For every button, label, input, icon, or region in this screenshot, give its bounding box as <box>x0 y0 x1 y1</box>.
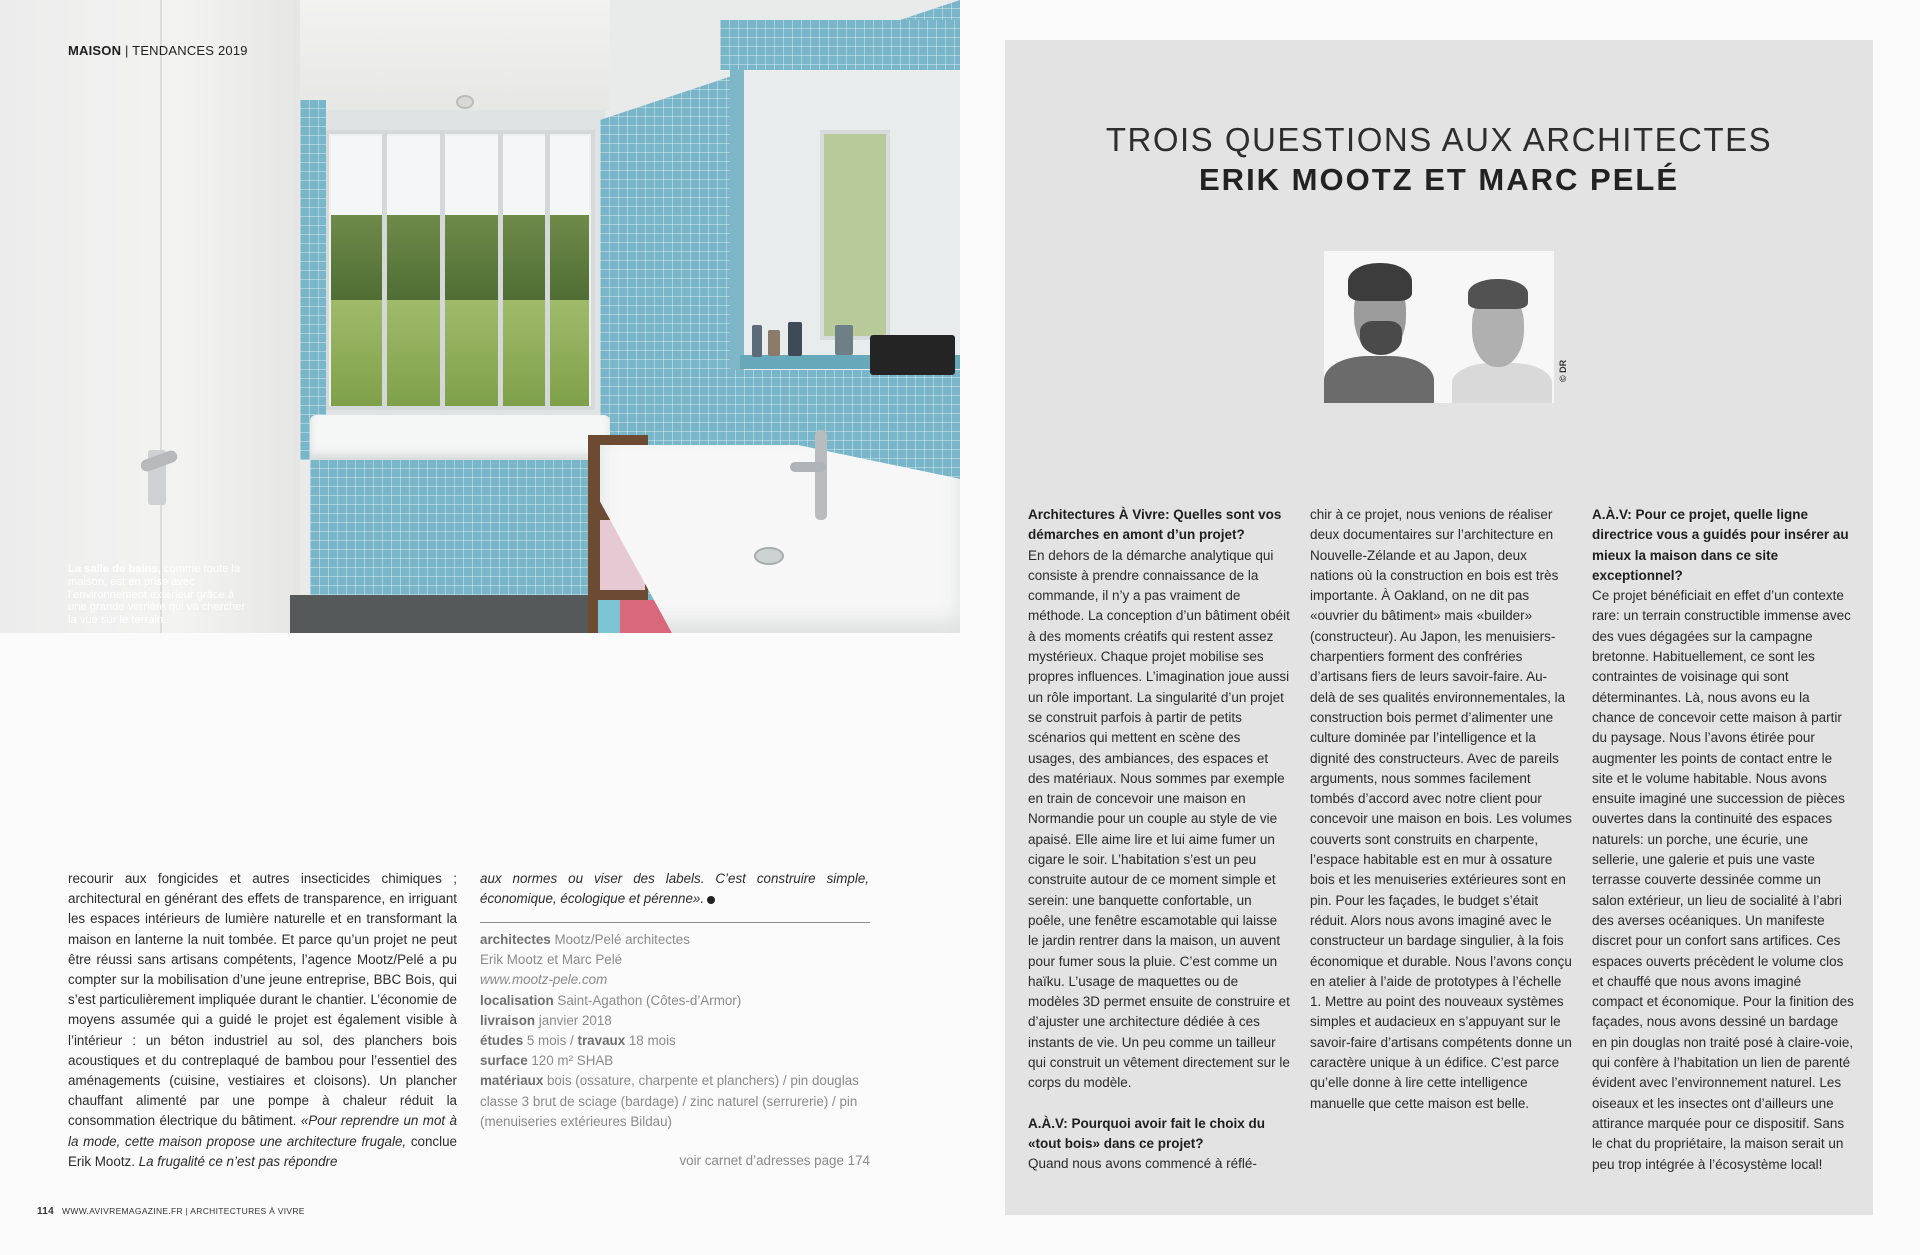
portrait-hair-right <box>1468 279 1528 309</box>
photo-faucet <box>815 430 827 520</box>
photo-bottle <box>752 325 762 357</box>
interview-column-1 <box>1028 505 1290 1175</box>
photo-mosaic-tiles <box>300 100 326 460</box>
credit-architectes: architectes Mootz/Pelé architectes <box>480 932 690 947</box>
photo-window-mullion <box>382 130 387 410</box>
question-2: A.À.V: Pourquoi avoir fait le choix du «tout bois» dans ce projet? <box>1028 1115 1266 1151</box>
photo-bottle <box>788 322 802 356</box>
photo-mirror-reflection <box>820 130 890 340</box>
article-column-1 <box>68 869 457 1172</box>
photo-grass <box>331 300 589 406</box>
credit-livraison: livraison janvier 2018 <box>480 1012 612 1028</box>
page-number: 114 <box>37 1206 55 1217</box>
answer-2-start: Quand nous avons commencé à réflé- <box>1028 1156 1257 1172</box>
question-3: A.À.V: Pour ce projet, quelle ligne directrice vous a guidés pour insérer au mieux la maison dans ce site exceptionnel? <box>1592 507 1849 583</box>
photo-bathtub-tiles <box>310 460 600 600</box>
interview-column-2 <box>1310 505 1572 1114</box>
page-footer <box>37 1206 305 1217</box>
interview-title-line-1: TROIS QUESTIONS AUX ARCHITECTES <box>1105 121 1773 158</box>
article-quote: La frugalité ce n’est pas répondre <box>138 1153 338 1169</box>
article-column-2 <box>480 869 869 909</box>
photo-caption <box>68 563 248 627</box>
photo-drain <box>754 547 784 565</box>
photo-door-edge <box>160 0 162 633</box>
answer-2: chir à ce projet, nous venions de réaliser deux documentaires sur l’architecture en Nouvelle-Zélande et au Japon, deux nations où la construction en bois est très importante. À Oakland, on ne dit pas «ouvrier du bâtiment» mais «builder» (constructeur). Au Japon, les menuisiers-charpentiers forment des confréries d’artisans fiers de leurs savoir-faire. Au-delà de ses qualités environnementales, la construction bois permet d’alimenter une culture dominée par l’intelligence et la dignité des constructeurs. Avec de pareils arguments, nous sommes facilement tombés d’accord avec notre client pour concevoir une maison en bois. Les volumes couverts sont construits en charpente, l’espace habitable est en mur à ossature bois et les menuiseries extérieures sont en pin. Pour les façades, le budget s’était réduit. Alors nous avons imaginé avec le constructeur un bardage singulier, à la fois économique et durable. Nous l’avons conçu en atelier à l’aide de prototypes à l’échelle 1. Mettre au point des nouveaux systèmes simples et audacieux en s’appuyant sur le savoir-faire d’artisans compétents donne un caractère unique à un édifice. C’est parce qu’elle donne à lire cette intelligence manuelle que cette maison est belle. <box>1310 507 1572 1111</box>
credit-materiaux: matériaux bois (ossature, charpente et planchers) / pin douglas classe 3 brut de sciage (bardage) / zinc naturel (serrurerie) / pin (menuiseries extérieures Bildau) <box>480 1073 859 1129</box>
portrait-beard-left <box>1360 321 1402 355</box>
photo-mirror-frame <box>720 20 960 70</box>
credit-surface: surface 120 m² SHAB <box>480 1053 614 1069</box>
end-mark-icon <box>707 896 715 904</box>
answer-3: Ce projet bénéficiait en effet d’un contexte rare: un terrain constructible immense avec des vues dégagées sur la campagne bretonne. Habituellement, ce sont les contraintes de voisinage qui sont déterminantes. Là, nous avons eu la chance de concevoir cette maison à partir du paysage. Nous l’avons étirée pour augmenter les points de contact entre le site et le volume habitable. Nous avons ensuite imaginé une succession de pièces ouvertes dans la continuité des espaces naturels: un porche, une écurie, une sellerie, une galerie et puis une vaste terrasse couverte dessinée comme un salon extérieur, un lieu de socialité à l’abri des averses océaniques. Un manifeste discret pour un confort sans artifices. Ces espaces ouverts précèdent le volume clos et chauffé que nous avons imaginé compact et économique. Pour la finition des façades, nous avons dessiné un bardage en pin douglas non traité posé à claire-voie, qui confère à l’habitation un lien de parenté évident avec l’environnement naturel. Les oiseaux et les insectes ont d’ailleurs une attirance marquée pour ce dispositif. Sans le chat du propriétaire, la maison serait un peu trop intégrée à l’écosystème local! <box>1592 588 1854 1172</box>
photo-window-mullion <box>545 130 550 410</box>
photo-trees <box>331 215 589 305</box>
photo-radio <box>870 335 955 375</box>
running-header <box>68 43 248 58</box>
question-1: Architectures À Vivre: Quelles sont vos démarches en amont d’un projet? <box>1028 507 1282 543</box>
photo-ceiling <box>300 0 610 110</box>
credits-divider <box>480 922 870 923</box>
photo-floor <box>290 595 620 633</box>
article-quote-end: aux normes ou viser des labels. C’est construire simple, économique, écologique et pérenne». <box>480 871 869 907</box>
photo-bathtub <box>310 415 610 460</box>
header-separator: | <box>121 43 133 58</box>
answer-1: En dehors de la démarche analytique qui consiste à prendre connaissance de la commande, il n’y a pas vraiment de méthode. La conception d’un bâtiment obéit à des moments créatifs qui restent assez mystérieux. Chaque projet mobilise ses propres influences. L’imagination joue aussi un rôle important. La singularité d’un projet se construit parfois à partir de petits scénarios qui mettent en scène des usages, des ambiances, des espaces et des matériaux. Nous sommes par exemple en train de concevoir une maison en Normandie pour un couple au style de vie apaisé. Elle aime lire et lui aime fumer un cigare le soir. L’habitation s’est un peu construite autour de ce moment simple et serein: une banquette confortable, un poêle, une fenêtre escamotable qui laisse le jardin rentrer dans la maison, un auvent pour fumer sous la pluie. C’est comme un haïku. L’usage de maquettes ou de modèles 3D permet ensuite de construire et d’ajuster une architecture dédiée à ces instants de vie. Un peu comme un tailleur qui construit un vêtement directement sur le corps du modèle. <box>1028 547 1290 1091</box>
photo-window-mullion <box>440 130 445 410</box>
photo-bottle <box>835 325 853 355</box>
photo-faucet-spout <box>790 462 826 472</box>
portrait-hair-left <box>1348 263 1412 301</box>
credit-website[interactable]: www.mootz-pele.com <box>480 972 608 988</box>
interview-title <box>1005 120 1873 200</box>
paragraph-gap <box>1028 1094 1290 1114</box>
credit-names: Erik Mootz et Marc Pelé <box>480 952 623 968</box>
photo-window-mullion <box>498 130 503 410</box>
caption-text: comme toute la maison, est en prise avec l’environnement extérieur grâce à une grande verrière qui va chercher la vue sur le terrain. <box>68 563 246 627</box>
footer-url: WWW.AVIVREMAGAZINE.FR | ARCHITECTURES À VIVRE <box>62 1206 305 1216</box>
portrait-body-left <box>1324 356 1434 403</box>
header-section: MAISON <box>68 43 122 58</box>
portrait-body-right <box>1452 363 1552 403</box>
photo-credit: © DR <box>1558 359 1568 382</box>
photo-ceiling-lamp <box>456 95 474 109</box>
photo-bottle <box>768 330 780 356</box>
article-quote: «Pour reprendre un mot à la mode, cette maison propose une architecture frugale, <box>68 1113 457 1149</box>
project-credits <box>480 930 870 1132</box>
interview-title-line-2: ERIK MOOTZ ET MARC PELÉ <box>1199 162 1679 197</box>
bathroom-photo <box>0 0 960 633</box>
interview-column-3 <box>1592 505 1854 1175</box>
article-text: recourir aux fongicides et autres insecticides chimiques ; architectural en générant des effets de transparence, en irriguant les espaces intérieurs de lumière naturelle et en transformant la maison en lanterne la nuit tombée. Et parce qu’un projet ne peut être réussi sans artisans compétents, l’agence Mootz/Pelé a pu compter sur la mobilisation d’une jeune entreprise, BBC Bois, qui s’est particulièrement impliquée durant le chantier. L’économie de moyens assumée qui a guidé le projet est également visible à l’intérieur : un béton industriel au sol, des planchers bois acoustiques et du contreplaqué de bambou pour l’essentiel des aménagements (cuisine, vestiaires et cloisons). Un plancher chauffant alimenté par une pompe à chaleur réduit la consommation électrique du bâtiment. <box>68 871 457 1129</box>
architects-portrait <box>1324 251 1554 403</box>
credit-etudes-travaux: études 5 mois / travaux 18 mois <box>480 1033 676 1049</box>
address-book-reference: voir carnet d’adresses page 174 <box>679 1153 870 1168</box>
credit-localisation: localisation Saint-Agathon (Côtes-d’Armor) <box>480 992 742 1008</box>
header-rubric: TENDANCES 2019 <box>132 43 248 58</box>
photo-left-wall <box>0 0 300 633</box>
caption-lead: La salle de bains, <box>68 563 161 575</box>
article-text: conclue Erik Mootz. <box>68 1133 457 1169</box>
